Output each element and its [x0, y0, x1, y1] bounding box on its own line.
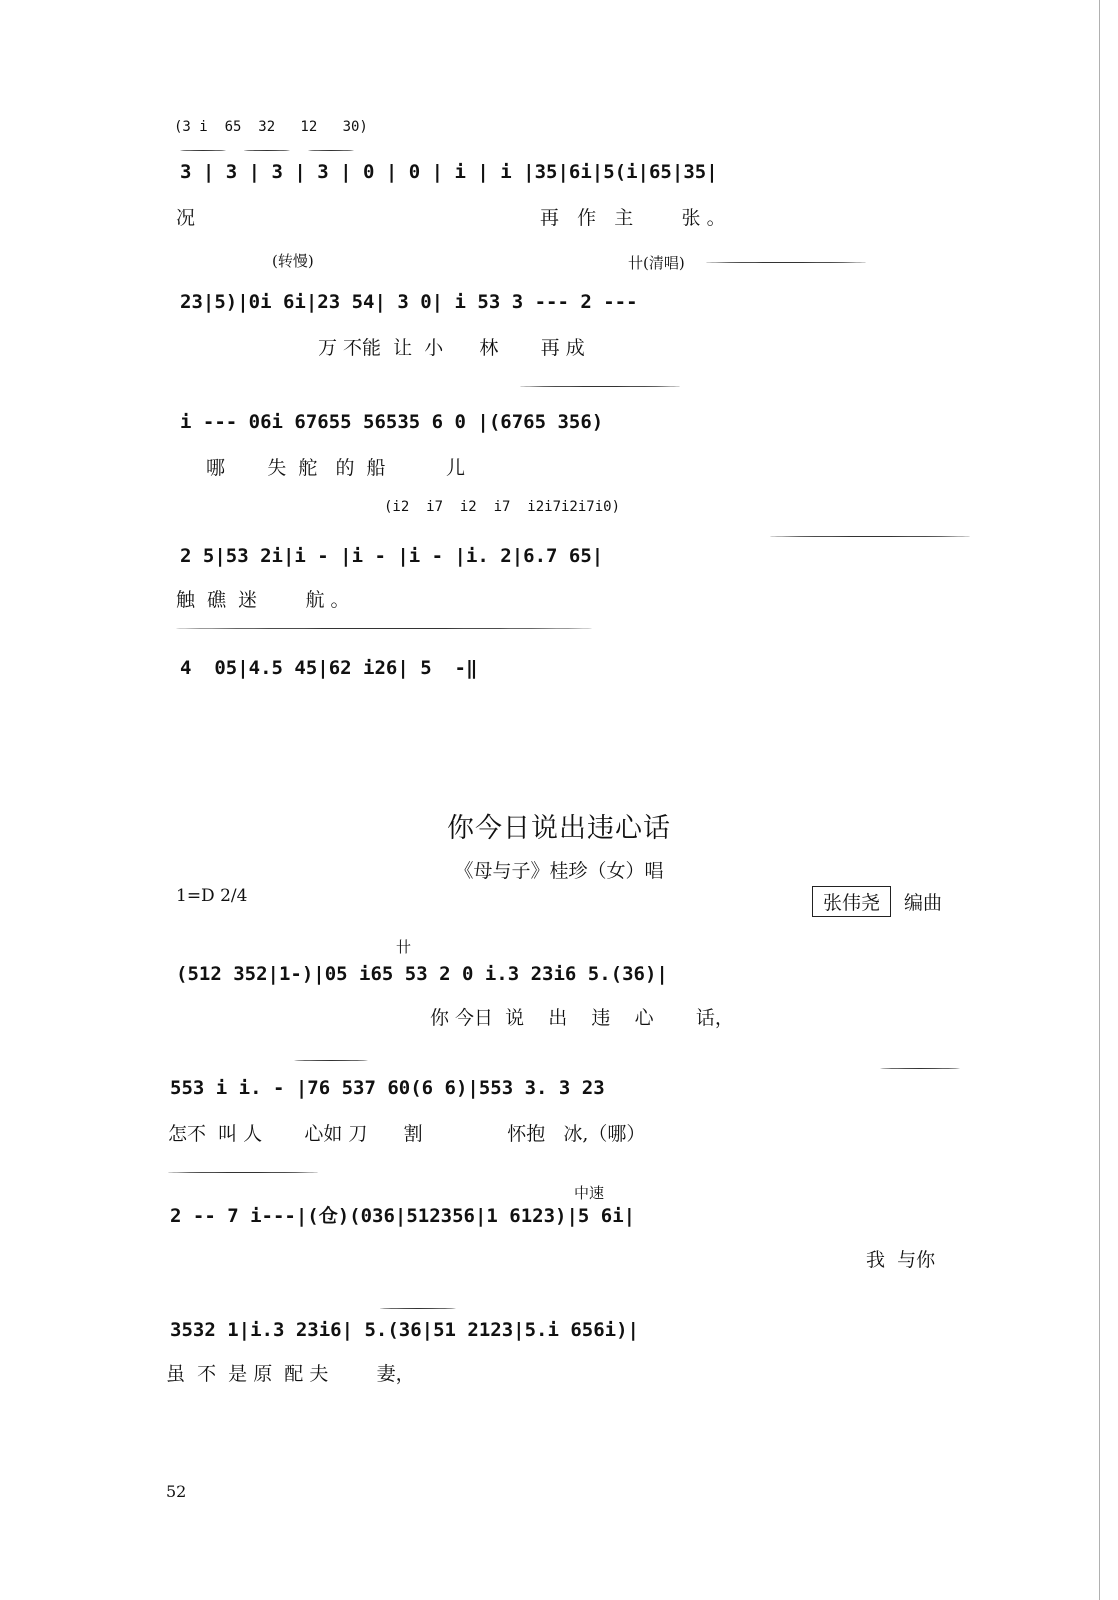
slur-mark [168, 1172, 318, 1173]
lyric-line-6: 你 今日 说 出 违 心 话， [430, 1007, 734, 1029]
tempo-mark-slowdown: (转慢) [272, 252, 314, 270]
accompaniment-line-4: (i2 i7 i2 i7 i2i7i2i7i0) [384, 499, 621, 515]
slur-mark [706, 262, 866, 263]
notation-line-4: 2 5|53 2i|i - |i - |i - |i. 2|6.7 65| [180, 545, 604, 567]
composer-role: 编曲 [904, 892, 943, 914]
lyric-line-1-left: 况 [176, 207, 196, 229]
free-singing-mark: 卄(清唱) [628, 254, 685, 272]
notation-line-2: 23|5)|0i 6i|23 54| 3 0| i 53 3 --- 2 --- [180, 291, 638, 313]
lyric-line-2: 万 不能 让 小 林 再 成 [318, 337, 585, 359]
slur-mark [176, 628, 592, 629]
notation-line-5: 4 05|4.5 45|62 i26| 5 -‖ [180, 657, 478, 679]
slur-mark [880, 1068, 960, 1069]
lyric-line-7: 怎不 叫 人 心如 刀 割 怀抱 冰,（哪） [168, 1123, 646, 1145]
accompaniment-line-1: (3 i 65 32 12 30) [174, 119, 368, 135]
free-rhythm-mark: 卄 [396, 938, 412, 956]
notation-line-7: 553 i i. - |76 537 60(6 6)|553 3. 3 23 [170, 1077, 605, 1099]
slur-mark [308, 150, 354, 151]
slur-mark [380, 1308, 456, 1309]
notation-line-3: i --- 06i 67655 56535 6 0 |(6765 356) [180, 411, 604, 433]
slur-mark [180, 150, 226, 151]
notation-line-8: 2 -- 7 i---|(仓)(036|512356|1 6123)|5 6i| [170, 1205, 636, 1227]
page-number: 52 [166, 1482, 187, 1501]
tempo-mark-moderate: 中速 [574, 1184, 605, 1202]
notation-line-9: 3532 1|i.3 23i6| 5.(36|51 2123|5.i 656i)| [170, 1319, 639, 1341]
composer-name: 张伟尧 [812, 886, 891, 917]
lyric-line-4: 触 礁 迷 航 。 [176, 589, 350, 611]
key-signature: 1=D 2/4 [176, 886, 248, 906]
song-title: 你今日说出违心话 [447, 813, 671, 844]
lyric-line-3: 哪 失 舵 的 船 儿 [206, 457, 465, 479]
notation-line-6: (512 352|1-)|05 i65 53 2 0 i.3 23i6 5.(36)| [176, 963, 668, 985]
song-subtitle: 《母与子》桂珍（女）唱 [454, 860, 664, 882]
lyric-line-9: 虽 不 是 原 配 夫 妻， [166, 1363, 415, 1385]
slur-mark [294, 1060, 368, 1061]
slur-mark [244, 150, 290, 151]
scan-edge [1099, 0, 1100, 1600]
slur-mark [520, 386, 680, 387]
slur-mark [770, 536, 970, 537]
notation-line-1: 3 | 3 | 3 | 3 | 0 | 0 | i | i |35|6i|5(i|65|35| [180, 161, 718, 183]
lyric-line-1-right: 再 作 主 张 。 [540, 207, 726, 229]
lyric-line-8: 我 与你 [866, 1249, 936, 1271]
